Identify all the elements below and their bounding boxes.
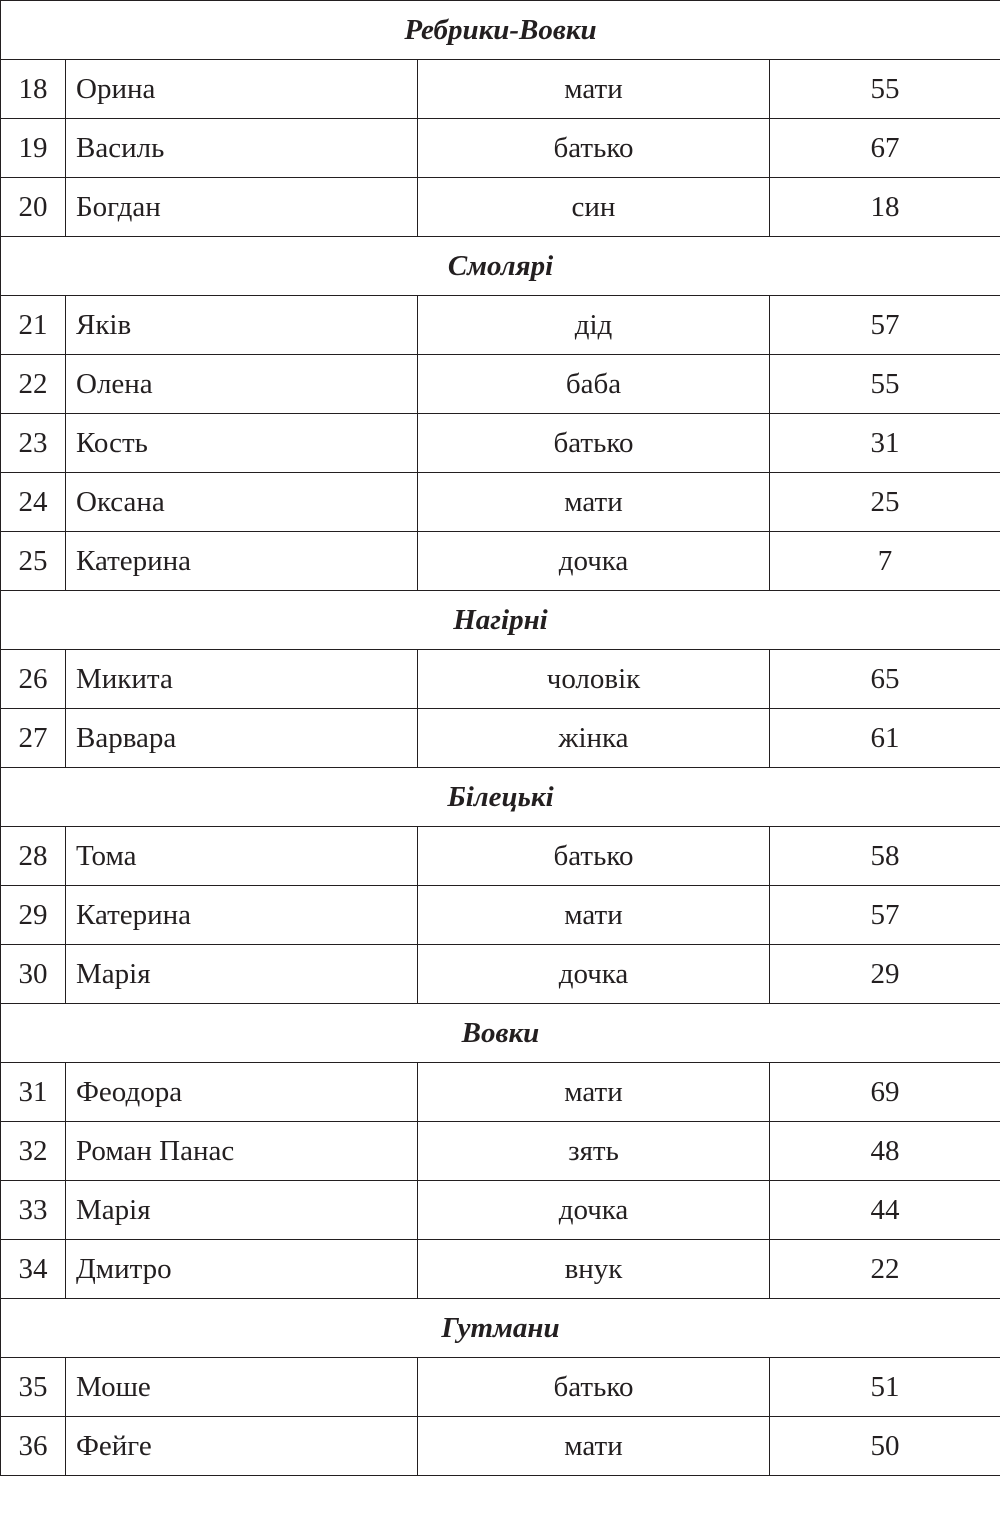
person-name: Оксана	[66, 473, 418, 532]
table-row	[1, 1181, 1000, 1240]
table-row	[1, 1240, 1000, 1299]
person-age: 29	[770, 945, 1000, 1004]
person-name: Олена	[66, 355, 418, 414]
person-age: 55	[770, 355, 1000, 414]
family-role: баба	[418, 355, 770, 414]
table-row	[1, 1122, 1000, 1181]
table-row	[1, 178, 1000, 237]
family-role: батько	[418, 1358, 770, 1417]
row-number: 21	[1, 296, 66, 355]
family-name: Білецькі	[1, 768, 1000, 827]
row-number: 36	[1, 1417, 66, 1476]
family-role: дід	[418, 296, 770, 355]
person-age: 7	[770, 532, 1000, 591]
family-name: Смолярі	[1, 237, 1000, 296]
family-role: мати	[418, 886, 770, 945]
family-name: Вовки	[1, 1004, 1000, 1063]
person-age: 55	[770, 60, 1000, 119]
person-age: 44	[770, 1181, 1000, 1240]
family-header-row	[1, 1004, 1000, 1063]
family-role: дочка	[418, 532, 770, 591]
table-row	[1, 709, 1000, 768]
row-number: 31	[1, 1063, 66, 1122]
person-age: 57	[770, 296, 1000, 355]
row-number: 26	[1, 650, 66, 709]
person-name: Василь	[66, 119, 418, 178]
row-number: 23	[1, 414, 66, 473]
person-age: 67	[770, 119, 1000, 178]
family-name: Ребрики-Вовки	[1, 1, 1000, 60]
row-number: 29	[1, 886, 66, 945]
row-number: 27	[1, 709, 66, 768]
row-number: 34	[1, 1240, 66, 1299]
person-name: Катерина	[66, 886, 418, 945]
row-number: 22	[1, 355, 66, 414]
row-number: 30	[1, 945, 66, 1004]
table-row	[1, 827, 1000, 886]
row-number: 20	[1, 178, 66, 237]
family-table-body	[1, 1, 1000, 1476]
table-row	[1, 119, 1000, 178]
person-name: Дмитро	[66, 1240, 418, 1299]
family-name: Нагірні	[1, 591, 1000, 650]
person-age: 69	[770, 1063, 1000, 1122]
row-number: 33	[1, 1181, 66, 1240]
table-row	[1, 414, 1000, 473]
row-number: 18	[1, 60, 66, 119]
table-row	[1, 1063, 1000, 1122]
person-name: Орина	[66, 60, 418, 119]
person-age: 58	[770, 827, 1000, 886]
table-row	[1, 945, 1000, 1004]
person-name: Яків	[66, 296, 418, 355]
family-role: мати	[418, 473, 770, 532]
family-header-row	[1, 1299, 1000, 1358]
family-role: батько	[418, 414, 770, 473]
family-role: батько	[418, 827, 770, 886]
family-name: Гутмани	[1, 1299, 1000, 1358]
family-role: син	[418, 178, 770, 237]
family-header-row	[1, 768, 1000, 827]
person-name: Моше	[66, 1358, 418, 1417]
person-name: Катерина	[66, 532, 418, 591]
family-header-row	[1, 237, 1000, 296]
person-age: 18	[770, 178, 1000, 237]
person-age: 31	[770, 414, 1000, 473]
person-name: Тома	[66, 827, 418, 886]
person-name: Кость	[66, 414, 418, 473]
person-age: 61	[770, 709, 1000, 768]
person-name: Варвара	[66, 709, 418, 768]
person-name: Богдан	[66, 178, 418, 237]
row-number: 19	[1, 119, 66, 178]
family-role: дочка	[418, 945, 770, 1004]
person-age: 57	[770, 886, 1000, 945]
row-number: 32	[1, 1122, 66, 1181]
table-row	[1, 650, 1000, 709]
family-role: внук	[418, 1240, 770, 1299]
person-age: 22	[770, 1240, 1000, 1299]
family-role: чоловік	[418, 650, 770, 709]
table-row	[1, 473, 1000, 532]
table-row	[1, 1358, 1000, 1417]
family-role: жінка	[418, 709, 770, 768]
table-row	[1, 60, 1000, 119]
person-name: Марія	[66, 1181, 418, 1240]
person-age: 48	[770, 1122, 1000, 1181]
row-number: 28	[1, 827, 66, 886]
person-name: Марія	[66, 945, 418, 1004]
row-number: 25	[1, 532, 66, 591]
row-number: 24	[1, 473, 66, 532]
person-age: 25	[770, 473, 1000, 532]
table-row	[1, 886, 1000, 945]
family-header-row	[1, 591, 1000, 650]
table-row	[1, 355, 1000, 414]
person-name: Феодора	[66, 1063, 418, 1122]
table-row	[1, 532, 1000, 591]
family-role: мати	[418, 60, 770, 119]
person-name: Микита	[66, 650, 418, 709]
family-role: мати	[418, 1063, 770, 1122]
person-age: 51	[770, 1358, 1000, 1417]
row-number: 35	[1, 1358, 66, 1417]
family-role: зять	[418, 1122, 770, 1181]
person-age: 65	[770, 650, 1000, 709]
family-role: дочка	[418, 1181, 770, 1240]
person-name: Фейге	[66, 1417, 418, 1476]
table-row	[1, 1417, 1000, 1476]
family-role: мати	[418, 1417, 770, 1476]
family-role: батько	[418, 119, 770, 178]
table-row	[1, 296, 1000, 355]
person-name: Роман Панас	[66, 1122, 418, 1181]
person-age: 50	[770, 1417, 1000, 1476]
family-header-row	[1, 1, 1000, 60]
